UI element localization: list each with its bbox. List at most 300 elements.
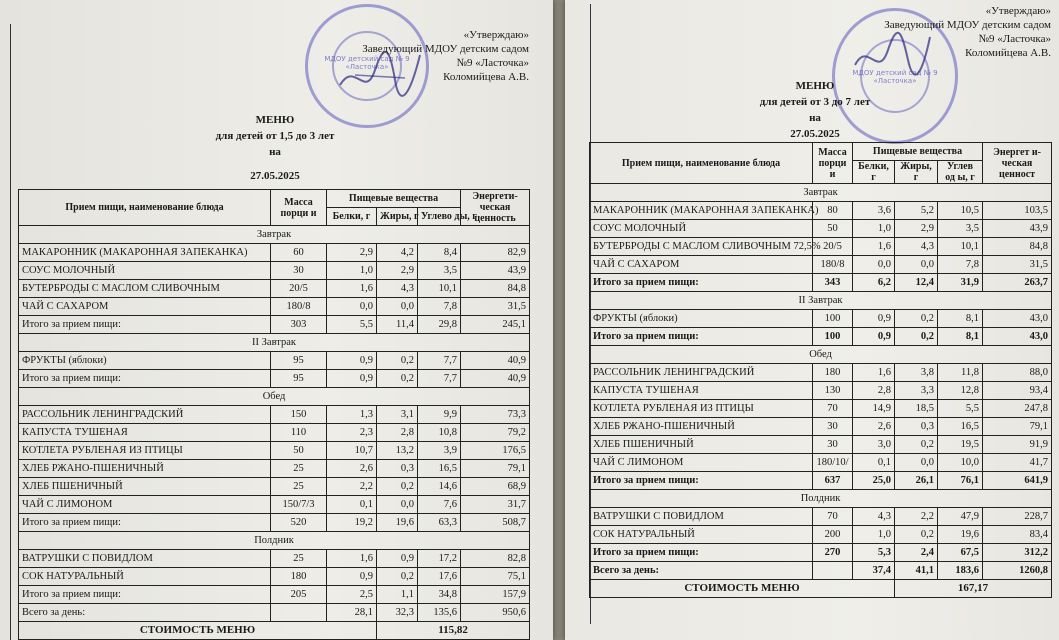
fat-value: 2,9 <box>895 220 938 238</box>
energy-value: 79,2 <box>461 424 530 442</box>
header-mass: Масса порци и <box>813 143 853 184</box>
carbs-value: 34,8 <box>418 586 461 604</box>
carbs-value: 76,1 <box>938 472 983 490</box>
approval-heading: «Утверждаю» <box>463 29 529 41</box>
table-row <box>19 568 530 586</box>
protein-value: 0,0 <box>853 256 895 274</box>
portion-mass: 150/7/3 <box>271 496 327 514</box>
carbs-value: 16,5 <box>938 418 983 436</box>
energy-value: 245,1 <box>461 316 530 334</box>
section-header <box>19 226 530 244</box>
energy-value: 508,7 <box>461 514 530 532</box>
fat-value: 4,2 <box>377 244 418 262</box>
approval-heading: «Утверждаю» <box>985 5 1051 17</box>
day-total-row <box>19 604 530 622</box>
portion-mass: 30 <box>813 436 853 454</box>
carbs-value: 10,0 <box>938 454 983 472</box>
portion-mass: 30 <box>271 262 327 280</box>
table-row <box>19 406 530 424</box>
header-dish: Прием пищи, наименование блюда <box>19 190 271 226</box>
header-protein: Белки, г <box>853 161 895 184</box>
header-carbs: Углево ды, г <box>418 208 461 226</box>
fat-value: 12,4 <box>895 274 938 292</box>
meal-title: Завтрак <box>19 226 530 244</box>
dish-name: СОК НАТУРАЛЬНЫЙ <box>590 526 813 544</box>
section-header <box>590 184 1052 202</box>
carbs-value: 63,3 <box>418 514 461 532</box>
menu-title <box>190 112 360 184</box>
table-row <box>19 442 530 460</box>
energy-value: 79,1 <box>983 418 1052 436</box>
protein-value: 1,0 <box>853 220 895 238</box>
dish-name: Итого за прием пищи: <box>590 544 813 562</box>
protein-value: 6,2 <box>853 274 895 292</box>
dish-name: МАКАРОННИК (МАКАРОННАЯ ЗАПЕКАНКА) <box>590 202 813 220</box>
table-row <box>19 550 530 568</box>
carbs-value: 7,8 <box>418 298 461 316</box>
carbs-value: 29,8 <box>418 316 461 334</box>
energy-value: 157,9 <box>461 586 530 604</box>
protein-value: 1,6 <box>327 550 377 568</box>
protein-value: 10,7 <box>327 442 377 460</box>
fat-value: 3,8 <box>895 364 938 382</box>
table-row <box>590 400 1052 418</box>
portion-mass: 70 <box>813 508 853 526</box>
portion-mass: 50 <box>271 442 327 460</box>
meal-title: II Завтрак <box>590 292 1052 310</box>
cost-label: СТОИМОСТЬ МЕНЮ <box>590 580 895 598</box>
fat-value: 5,2 <box>895 202 938 220</box>
protein-value: 2,6 <box>853 418 895 436</box>
protein-value: 2,3 <box>327 424 377 442</box>
portion-mass: 25 <box>271 550 327 568</box>
table-row <box>19 244 530 262</box>
dish-name: Итого за прием пищи: <box>590 328 813 346</box>
fat-value: 0,2 <box>895 526 938 544</box>
carbs-value: 9,9 <box>418 406 461 424</box>
dish-name: ФРУКТЫ (яблоки) <box>19 352 271 370</box>
table-row <box>590 436 1052 454</box>
fat-value: 26,1 <box>895 472 938 490</box>
fat-value: 0,2 <box>377 478 418 496</box>
portion-mass: 25 <box>271 478 327 496</box>
portion-mass: 180 <box>271 568 327 586</box>
protein-value: 1,6 <box>853 364 895 382</box>
portion-mass: 180/8 <box>813 256 853 274</box>
menu-title <box>735 78 895 142</box>
table-row <box>19 496 530 514</box>
table-row <box>590 526 1052 544</box>
energy-value: 88,0 <box>983 364 1052 382</box>
energy-value: 103,5 <box>983 202 1052 220</box>
portion-mass: 70 <box>813 400 853 418</box>
meal-total-row <box>19 514 530 532</box>
carbs-value: 8,1 <box>938 328 983 346</box>
dish-name: Всего за день: <box>19 604 271 622</box>
portion-mass: 343 <box>813 274 853 292</box>
meal-total-row <box>19 586 530 604</box>
protein-value: 28,1 <box>327 604 377 622</box>
fat-value: 4,3 <box>895 238 938 256</box>
fat-value: 0,0 <box>377 496 418 514</box>
dish-name: ХЛЕБ РЖАНО-ПШЕНИЧНЫЙ <box>19 460 271 478</box>
carbs-value: 67,5 <box>938 544 983 562</box>
menu-title-on: на <box>809 112 821 124</box>
portion-mass <box>813 562 853 580</box>
dish-name: БУТЕРБРОДЫ С МАСЛОМ СЛИВОЧНЫМ 72,5% <box>590 238 813 256</box>
portion-mass: 520 <box>271 514 327 532</box>
menu-cost-row <box>19 622 530 640</box>
dish-name: МАКАРОННИК (МАКАРОННАЯ ЗАПЕКАНКА) <box>19 244 271 262</box>
portion-mass: 637 <box>813 472 853 490</box>
approval-block <box>884 4 1051 60</box>
energy-value: 82,9 <box>461 244 530 262</box>
table-row <box>590 382 1052 400</box>
protein-value: 3,0 <box>853 436 895 454</box>
dish-name: ХЛЕБ РЖАНО-ПШЕНИЧНЫЙ <box>590 418 813 436</box>
fat-value: 0,0 <box>895 454 938 472</box>
fat-value: 19,6 <box>377 514 418 532</box>
protein-value: 0,0 <box>327 298 377 316</box>
menu-title-main: МЕНЮ <box>255 114 295 126</box>
fat-value: 0,0 <box>895 256 938 274</box>
header-nutrients: Пищевые вещества <box>327 190 461 208</box>
header-carbs: Углев од ы, г <box>938 161 983 184</box>
fat-value: 0,2 <box>895 328 938 346</box>
menu-title-age: для детей от 1,5 до 3 лет <box>215 130 335 142</box>
carbs-value: 3,9 <box>418 442 461 460</box>
portion-mass: 20/5 <box>271 280 327 298</box>
energy-value: 31,5 <box>983 256 1052 274</box>
meal-total-row <box>19 316 530 334</box>
energy-value: 31,5 <box>461 298 530 316</box>
menu-date: 27.05.2025 <box>250 170 300 182</box>
portion-mass: 150 <box>271 406 327 424</box>
table-row <box>590 220 1052 238</box>
portion-mass: 95 <box>271 352 327 370</box>
header-fat: Жиры, г <box>895 161 938 184</box>
energy-value: 263,7 <box>983 274 1052 292</box>
meal-total-row <box>590 274 1052 292</box>
protein-value: 2,2 <box>327 478 377 496</box>
carbs-value: 17,6 <box>418 568 461 586</box>
fat-value: 0,2 <box>377 352 418 370</box>
fat-value: 2,4 <box>895 544 938 562</box>
table-row <box>590 202 1052 220</box>
protein-value: 19,2 <box>327 514 377 532</box>
carbs-value: 7,7 <box>418 370 461 388</box>
meal-total-row <box>19 370 530 388</box>
meal-title: Полдник <box>590 490 1052 508</box>
energy-value: 84,8 <box>983 238 1052 256</box>
energy-value: 40,9 <box>461 370 530 388</box>
header-energy: Энергети- ческая ценность <box>461 190 530 226</box>
protein-value: 1,0 <box>327 262 377 280</box>
meal-total-row <box>590 472 1052 490</box>
table-row <box>19 298 530 316</box>
dish-name: ЧАЙ С САХАРОМ <box>19 298 271 316</box>
protein-value: 0,9 <box>853 328 895 346</box>
meal-title: Завтрак <box>590 184 1052 202</box>
meal-title: Полдник <box>19 532 530 550</box>
menu-date: 27.05.2025 <box>790 128 840 140</box>
section-header <box>19 334 530 352</box>
dish-name: Итого за прием пищи: <box>590 472 813 490</box>
fat-value: 41,1 <box>895 562 938 580</box>
carbs-value: 19,5 <box>938 436 983 454</box>
energy-value: 228,7 <box>983 508 1052 526</box>
section-header <box>590 292 1052 310</box>
table-row <box>19 280 530 298</box>
approval-org: №9 «Ласточка» <box>456 57 529 69</box>
dish-name: Итого за прием пищи: <box>19 586 271 604</box>
fat-value: 0,3 <box>895 418 938 436</box>
energy-value: 40,9 <box>461 352 530 370</box>
energy-value: 75,1 <box>461 568 530 586</box>
energy-value: 73,3 <box>461 406 530 424</box>
header-mass: Масса порци и <box>271 190 327 226</box>
dish-name: КАПУСТА ТУШЕНАЯ <box>19 424 271 442</box>
energy-value: 93,4 <box>983 382 1052 400</box>
protein-value: 0,9 <box>853 310 895 328</box>
carbs-value: 31,9 <box>938 274 983 292</box>
approval-person: Коломийцева А.В. <box>443 71 529 83</box>
fat-value: 4,3 <box>377 280 418 298</box>
carbs-value: 8,1 <box>938 310 983 328</box>
energy-value: 950,6 <box>461 604 530 622</box>
menu-title-on: на <box>269 146 281 158</box>
fat-value: 0,2 <box>895 436 938 454</box>
fat-value: 18,5 <box>895 400 938 418</box>
carbs-value: 7,8 <box>938 256 983 274</box>
dish-name: Итого за прием пищи: <box>19 514 271 532</box>
protein-value: 0,1 <box>327 496 377 514</box>
fat-value: 1,1 <box>377 586 418 604</box>
dish-name: КАПУСТА ТУШЕНАЯ <box>590 382 813 400</box>
menu-cost-row <box>590 580 1052 598</box>
protein-value: 25,0 <box>853 472 895 490</box>
carbs-value: 3,5 <box>418 262 461 280</box>
carbs-value: 8,4 <box>418 244 461 262</box>
dish-name: БУТЕРБРОДЫ С МАСЛОМ СЛИВОЧНЫМ <box>19 280 271 298</box>
dish-name: ХЛЕБ ПШЕНИЧНЫЙ <box>19 478 271 496</box>
portion-mass: 130 <box>813 382 853 400</box>
dish-name: РАССОЛЬНИК ЛЕНИНГРАДСКИЙ <box>19 406 271 424</box>
protein-value: 2,8 <box>853 382 895 400</box>
fat-value: 2,9 <box>377 262 418 280</box>
meal-title: Обед <box>590 346 1052 364</box>
meal-total-row <box>590 328 1052 346</box>
protein-value: 1,3 <box>327 406 377 424</box>
approval-person: Коломийцева А.В. <box>965 47 1051 59</box>
energy-value: 83,4 <box>983 526 1052 544</box>
energy-value: 68,9 <box>461 478 530 496</box>
menu-title-main: МЕНЮ <box>795 80 835 92</box>
menu-table <box>18 189 530 640</box>
carbs-value: 14,6 <box>418 478 461 496</box>
portion-mass: 303 <box>271 316 327 334</box>
stamp-center-text: МДОУ детский сад № 9 «Ласточка» <box>852 69 938 85</box>
table-row <box>19 424 530 442</box>
portion-mass: 180/10/ <box>813 454 853 472</box>
portion-mass: 60 <box>271 244 327 262</box>
portion-mass: 95 <box>271 370 327 388</box>
dish-name: Итого за прием пищи: <box>19 370 271 388</box>
energy-value: 247,8 <box>983 400 1052 418</box>
table-row <box>590 256 1052 274</box>
portion-mass: 180/8 <box>271 298 327 316</box>
table-row <box>590 418 1052 436</box>
energy-value: 91,9 <box>983 436 1052 454</box>
approval-block <box>362 28 529 84</box>
fat-value: 0,3 <box>377 460 418 478</box>
dish-name: ЧАЙ С САХАРОМ <box>590 256 813 274</box>
portion-mass: 25 <box>271 460 327 478</box>
approval-position: Заведующий МДОУ детским садом <box>884 19 1051 31</box>
approval-org: №9 «Ласточка» <box>978 33 1051 45</box>
fat-value: 32,3 <box>377 604 418 622</box>
energy-value: 641,9 <box>983 472 1052 490</box>
meal-title: Обед <box>19 388 530 406</box>
carbs-value: 10,8 <box>418 424 461 442</box>
carbs-value: 7,6 <box>418 496 461 514</box>
carbs-value: 17,2 <box>418 550 461 568</box>
meal-total-row <box>590 544 1052 562</box>
carbs-value: 47,9 <box>938 508 983 526</box>
dish-name: ФРУКТЫ (яблоки) <box>590 310 813 328</box>
dish-name: СОУС МОЛОЧНЫЙ <box>19 262 271 280</box>
energy-value: 41,7 <box>983 454 1052 472</box>
protein-value: 37,4 <box>853 562 895 580</box>
fat-value: 0,2 <box>377 370 418 388</box>
carbs-value: 10,5 <box>938 202 983 220</box>
cost-label: СТОИМОСТЬ МЕНЮ <box>19 622 377 640</box>
protein-value: 4,3 <box>853 508 895 526</box>
fat-value: 11,4 <box>377 316 418 334</box>
energy-value: 1260,8 <box>983 562 1052 580</box>
fat-value: 0,2 <box>377 568 418 586</box>
dish-name: Всего за день: <box>590 562 813 580</box>
cost-value: 115,82 <box>377 622 530 640</box>
section-header <box>19 388 530 406</box>
page-frame-line <box>10 24 11 640</box>
carbs-value: 135,6 <box>418 604 461 622</box>
dish-name: ВАТРУШКИ С ПОВИДЛОМ <box>19 550 271 568</box>
energy-value: 312,2 <box>983 544 1052 562</box>
energy-value: 84,8 <box>461 280 530 298</box>
portion-mass: 80 <box>813 202 853 220</box>
protein-value: 1,6 <box>327 280 377 298</box>
portion-mass: 270 <box>813 544 853 562</box>
carbs-value: 3,5 <box>938 220 983 238</box>
energy-value: 79,1 <box>461 460 530 478</box>
dish-name: ЧАЙ С ЛИМОНОМ <box>19 496 271 514</box>
portion-mass: 100 <box>813 328 853 346</box>
menu-table <box>589 142 1052 598</box>
dish-name: КОТЛЕТА РУБЛЕНАЯ ИЗ ПТИЦЫ <box>19 442 271 460</box>
dish-name: ВАТРУШКИ С ПОВИДЛОМ <box>590 508 813 526</box>
carbs-value: 19,6 <box>938 526 983 544</box>
dish-name: КОТЛЕТА РУБЛЕНАЯ ИЗ ПТИЦЫ <box>590 400 813 418</box>
protein-value: 2,6 <box>327 460 377 478</box>
protein-value: 2,9 <box>327 244 377 262</box>
cost-value: 167,17 <box>895 580 1052 598</box>
energy-value: 43,9 <box>461 262 530 280</box>
portion-mass: 200 <box>813 526 853 544</box>
carbs-value: 11,8 <box>938 364 983 382</box>
menu-sheet-children <box>565 0 1059 640</box>
table-row <box>590 238 1052 256</box>
protein-value: 0,9 <box>327 568 377 586</box>
carbs-value: 10,1 <box>418 280 461 298</box>
carbs-value: 5,5 <box>938 400 983 418</box>
carbs-value: 7,7 <box>418 352 461 370</box>
dish-name: ЧАЙ С ЛИМОНОМ <box>590 454 813 472</box>
header-energy: Энергет и- ческая ценност <box>983 143 1052 184</box>
energy-value: 43,0 <box>983 310 1052 328</box>
fat-value: 0,2 <box>895 310 938 328</box>
protein-value: 5,3 <box>853 544 895 562</box>
protein-value: 5,5 <box>327 316 377 334</box>
table-row <box>19 262 530 280</box>
portion-mass: 180 <box>813 364 853 382</box>
protein-value: 1,6 <box>853 238 895 256</box>
dish-name: СОУС МОЛОЧНЫЙ <box>590 220 813 238</box>
energy-value: 31,7 <box>461 496 530 514</box>
portion-mass: 20/5 <box>813 238 853 256</box>
fat-value: 0,0 <box>377 298 418 316</box>
section-header <box>19 532 530 550</box>
fat-value: 2,2 <box>895 508 938 526</box>
energy-value: 43,9 <box>983 220 1052 238</box>
protein-value: 0,9 <box>327 370 377 388</box>
dish-name: Итого за прием пищи: <box>19 316 271 334</box>
dish-name: СОК НАТУРАЛЬНЫЙ <box>19 568 271 586</box>
portion-mass: 205 <box>271 586 327 604</box>
menu-title-age: для детей от 3 до 7 лет <box>759 96 871 108</box>
header-nutrients: Пищевые вещества <box>853 143 983 161</box>
dish-name: РАССОЛЬНИК ЛЕНИНГРАДСКИЙ <box>590 364 813 382</box>
table-row <box>590 454 1052 472</box>
carbs-value: 10,1 <box>938 238 983 256</box>
fat-value: 3,1 <box>377 406 418 424</box>
energy-value: 176,5 <box>461 442 530 460</box>
table-row <box>19 460 530 478</box>
table-row <box>19 478 530 496</box>
protein-value: 0,1 <box>853 454 895 472</box>
portion-mass: 30 <box>813 418 853 436</box>
protein-value: 14,9 <box>853 400 895 418</box>
day-total-row <box>590 562 1052 580</box>
section-header <box>590 346 1052 364</box>
header-fat: Жиры, г <box>377 208 418 226</box>
portion-mass: 50 <box>813 220 853 238</box>
fat-value: 3,3 <box>895 382 938 400</box>
dish-name: Итого за прием пищи: <box>590 274 813 292</box>
section-header <box>590 490 1052 508</box>
header-dish: Прием пищи, наименование блюда <box>590 143 813 184</box>
energy-value: 43,0 <box>983 328 1052 346</box>
fat-value: 2,8 <box>377 424 418 442</box>
portion-mass: 110 <box>271 424 327 442</box>
stamp-center-text: МДОУ детский сад № 9 «Ласточка» <box>324 55 410 71</box>
carbs-value: 16,5 <box>418 460 461 478</box>
table-row <box>19 352 530 370</box>
header-protein: Белки, г <box>327 208 377 226</box>
table-row <box>590 310 1052 328</box>
table-row <box>590 508 1052 526</box>
fat-value: 13,2 <box>377 442 418 460</box>
